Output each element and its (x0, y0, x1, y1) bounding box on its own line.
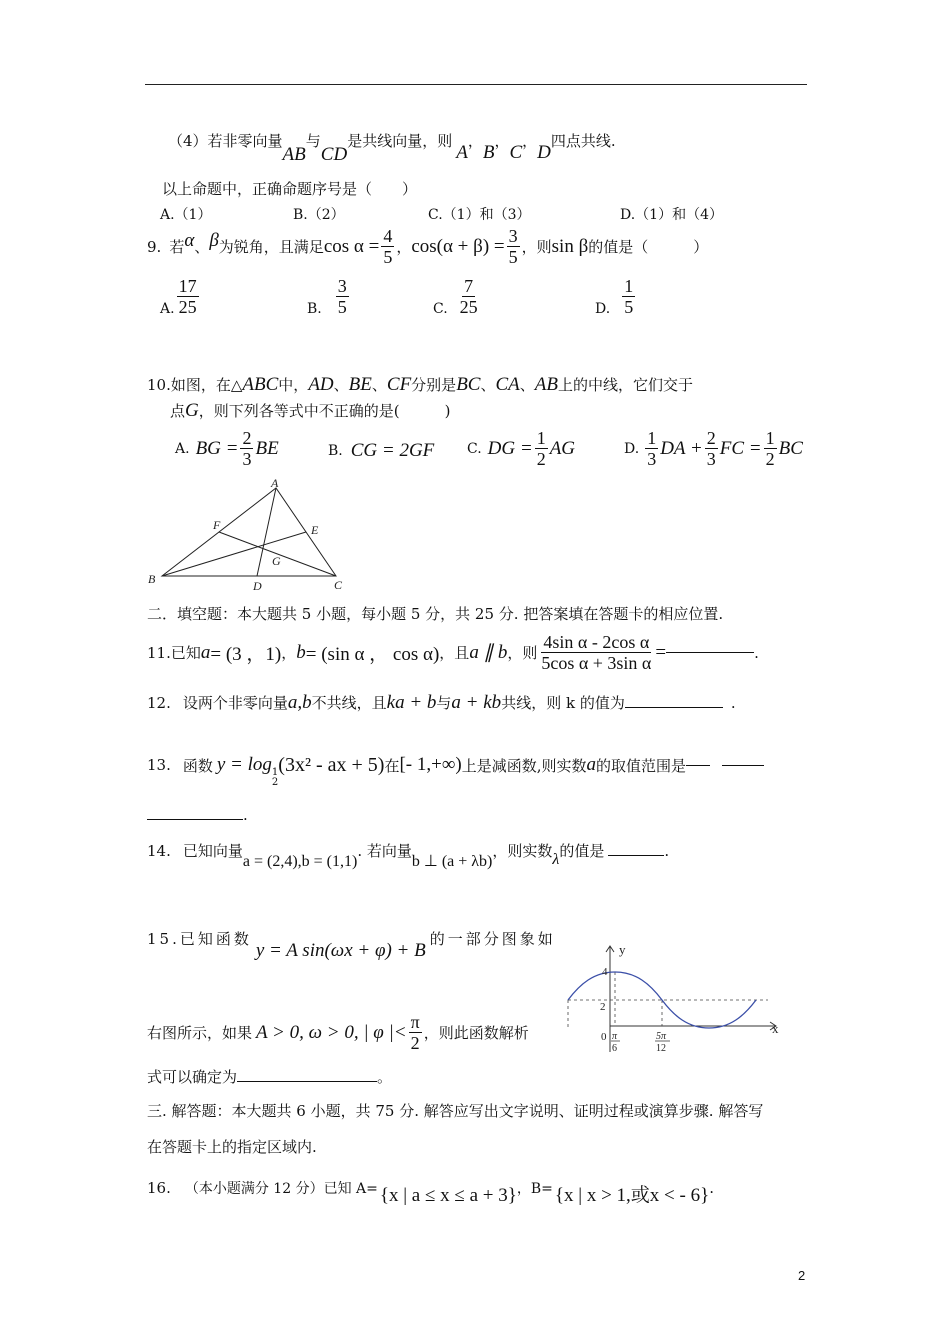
q10-stem-line2: 点G，则下列各等式中不正确的是( ) (170, 400, 451, 421)
point-d-label: D (253, 579, 262, 593)
header-rule (145, 84, 807, 85)
q12: 12. 设两个非零向量 a,b 不共线，且 ka + b 与 a + kb 共线，则 k 的值为 . (147, 692, 736, 713)
origin-label: 0 (601, 1031, 607, 1043)
section3-heading-cont: 在答题卡上的指定区域内. (147, 1138, 317, 1156)
vertex-c-label: C (334, 578, 343, 592)
q9-option-d: D. $\frac{1}{5}$ (595, 276, 634, 317)
q14: 14. 已知向量 a = (2,4),b = (1,1) . 若向量 b ⊥ (a + λb) ，则实数 λ 的值是 . (147, 842, 670, 870)
point-g-label: G (272, 554, 281, 568)
median-be (162, 532, 306, 576)
tick-pi6-den: 6 (612, 1043, 617, 1054)
q8-item4: （4）若非零向量AB与CD是共线向量，则A，B，C，D四点共线. (168, 132, 616, 165)
q9-option-a: A. $\frac{17}{25}$ (160, 276, 197, 317)
vertex-b-label: B (148, 572, 156, 586)
section3-heading: 三. 解答题：本大题共 6 小题，共 75 分. 解答应写出文字说明、证明过程或演算步骤. 解答写 (147, 1102, 764, 1120)
y-axis-label: y (619, 942, 626, 957)
q10-option-a: A. BG = $\frac{2}{3}$ BE (175, 428, 279, 469)
q11: 11. 已知 a = (3 ，1) ， b = (sin α ， cos α) ，且 a ∥ b ，则 $\frac{\text{4sin α - 2cos α}}{\text{5cos α + 3sin α}}$ = . (147, 632, 759, 673)
x-axis-label: x (772, 1021, 779, 1036)
q8-option-a: A.（1） (160, 207, 212, 223)
q10-option-c: C. DG = $\frac{1}{2}$ AG (467, 428, 576, 469)
tick-5pi12-den: 12 (656, 1043, 666, 1054)
q10-option-d: D. $\frac{1}{3}$ DA + $\frac{2}{3}$ FC = $\frac{1}{2}$ BC (624, 428, 803, 469)
q13-answer-blank-2[interactable] (722, 765, 764, 766)
q15-line2: 右图所示，如果 A > 0, ω > 0, | φ |< $\frac{\pi}{2}$ ，则此函数解析 (147, 1012, 529, 1053)
triangle-abc (162, 488, 336, 576)
q9-option-b: B. $\frac{3}{5}$ (307, 276, 347, 317)
q9-option-c: C. $\frac{7}{25}$ (433, 276, 478, 317)
vertex-a-label: A (271, 476, 279, 490)
q8-option-b: B.（2） (293, 207, 345, 223)
point-f-label: F (213, 518, 221, 532)
q14-answer-blank[interactable] (608, 855, 664, 856)
q10-stem-line1: 10.如图，在△ABC中，AD、BE、CF分别是BC、CA、AB上的中线，它们交于 (147, 374, 694, 395)
q8-option-c: C.（1）和（3） (428, 207, 531, 223)
q9-stem: 9. 若 α 、 β 为锐角，且满足 cos α = $\frac{4}{5}$ ， cos(α + β) = $\frac{3}{5}$ ，则 sin β 的值是（ ） (147, 226, 709, 267)
q8-option-d: D.（1）和（4） (620, 207, 723, 223)
page-number: 2 (798, 1268, 806, 1283)
q11-answer-blank[interactable] (666, 652, 754, 653)
q13-answer-blank-1[interactable] (686, 765, 710, 766)
point-e-label: E (311, 523, 319, 537)
triangle-figure (140, 476, 350, 596)
tick-2: 2 (600, 1001, 606, 1013)
q8-prompt: 以上命题中，正确命题序号是（ ） (162, 180, 418, 198)
tick-pi6-num: π (612, 1031, 618, 1042)
sine-graph (558, 940, 788, 1060)
tick-5pi12-num: 5π (656, 1031, 667, 1042)
tick-4: 4 (602, 966, 608, 978)
q13-answer-blank-3[interactable] (147, 819, 243, 820)
q15-line1: 15.已知函数y = A sin(ωx + φ) + B的一部分图象如 (147, 930, 556, 961)
q16: 16. （本小题满分 12 分）已知 A= {x | a ≤ x ≤ a + 3} ，B= {x | x > 1,或x < - 6} . (147, 1179, 714, 1206)
q10-option-b: B. CG = 2GF (328, 440, 435, 461)
q12-answer-blank[interactable] (625, 707, 723, 708)
q15-line3: 式可以确定为 。 (147, 1068, 393, 1086)
q15-answer-blank[interactable] (237, 1081, 377, 1082)
q13: 13. 函数 y = log 1 2 (3x² - ax + 5) 在 [- 1,+∞) 上是减函数,则实数 a 的取值范围是 (147, 742, 764, 788)
q13-continuation: . (147, 806, 248, 824)
section2-heading: 二．填空题：本大题共 5 小题，每小题 5 分，共 25 分. 把答案填在答题卡的相应位置. (147, 605, 724, 623)
